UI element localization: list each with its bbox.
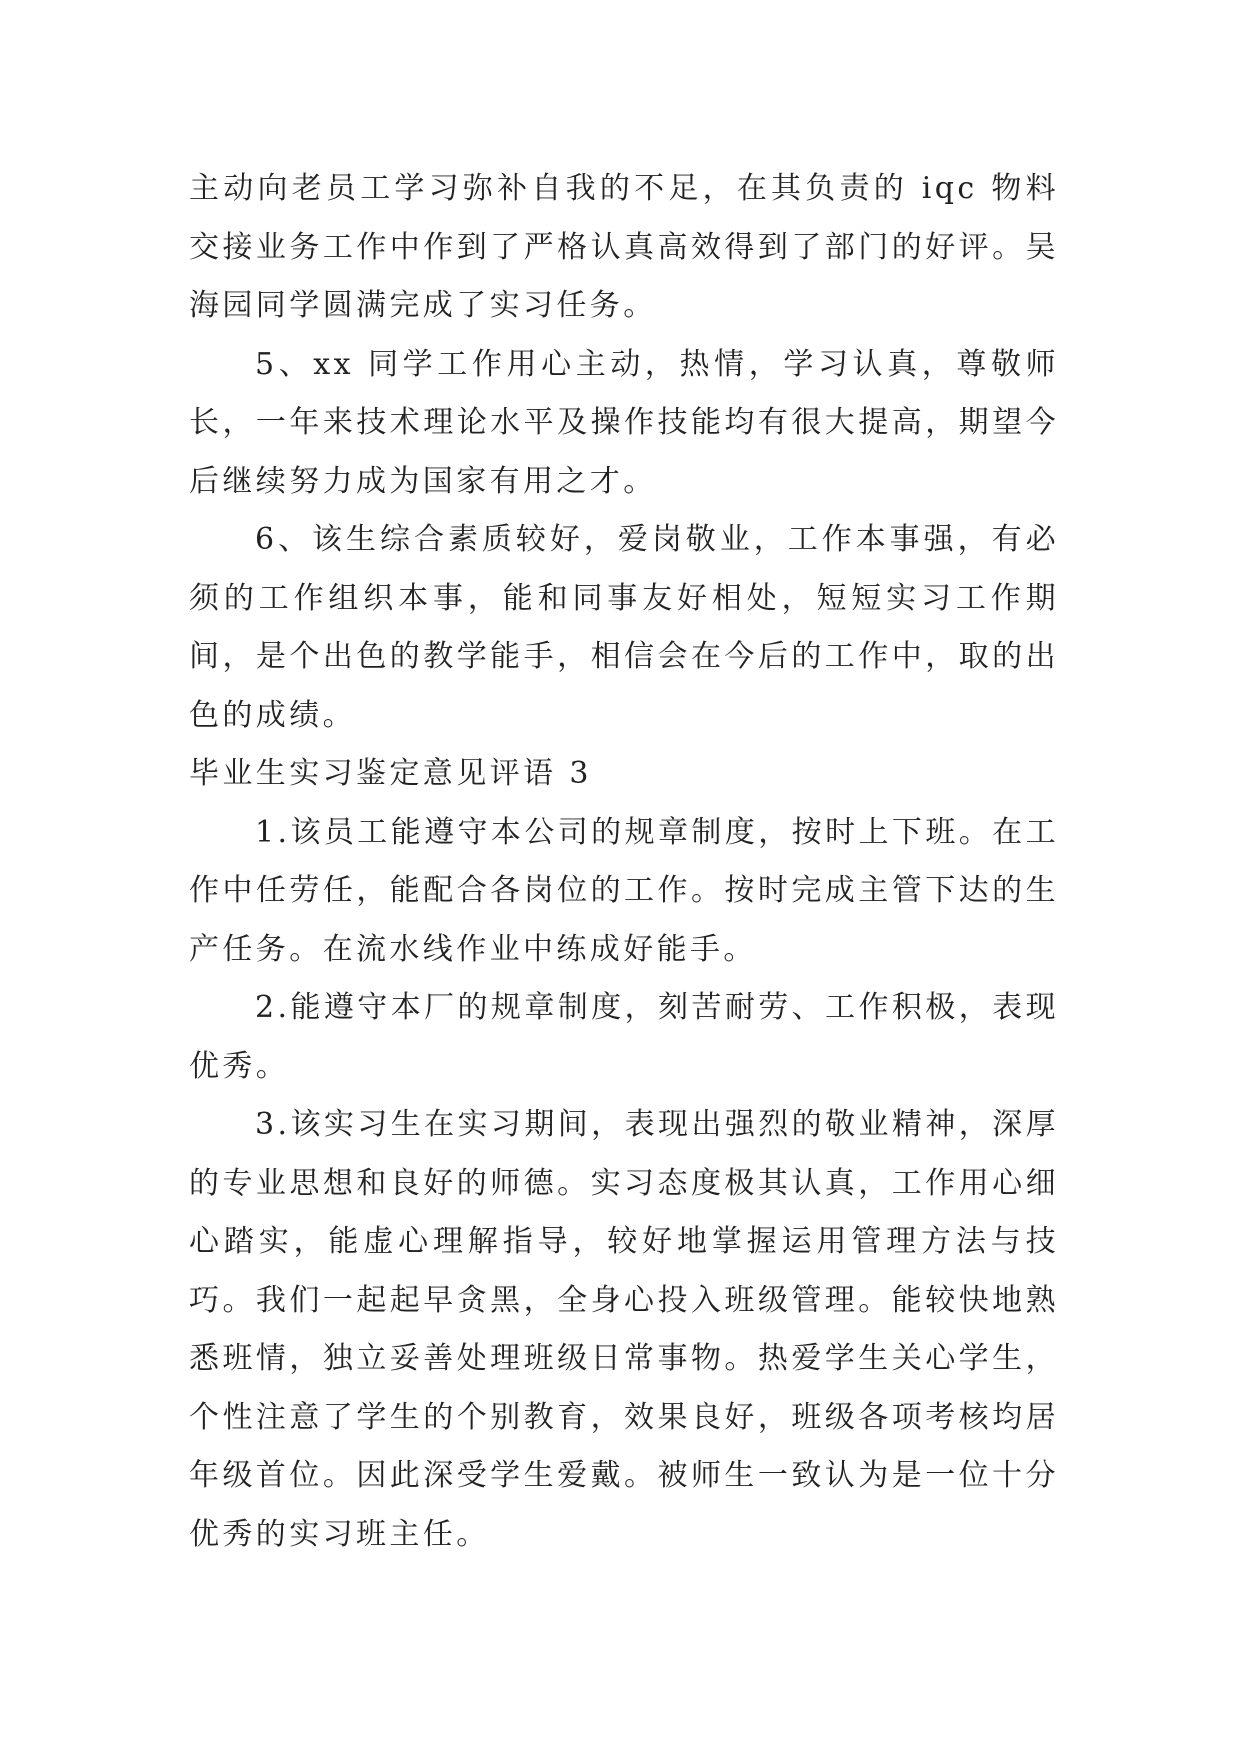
paragraph-item-6: 6、该生综合素质较好，爱岗敬业，工作本事强，有必须的工作组织本事，能和同事友好相处，短短实习工作期间，是个出色的教学能手，相信会在今后的工作中，取的出色的成绩。 xyxy=(189,522,1059,733)
paragraph-item-3: 3.该实习生在实习期间，表现出强烈的敬业精神，深厚的专业思想和良好的师德。实习态度极其认真，工作用心细心踏实，能虚心理解指导，较好地掌握运用管理方法与技巧。我们一起起早贪黑，全身心投入班级管理。能较快地熟悉班情，独立妥善处理班级日常事物。热爱学生关心学生，个性注意了学生的个别教育，效果良好，班级各项考核均居年级首位。因此深受学生爱戴。被师生一致认为是一位十分优秀的实习班主任。 xyxy=(189,1107,1059,1552)
section-heading: 毕业生实习鉴定意见评语 3 xyxy=(189,756,592,791)
paragraph-item-5: 5、xx 同学工作用心主动，热情，学习认真，尊敬师长，一年来技术理论水平及操作技能均有很大提高，期望今后继续努力成为国家有用之才。 xyxy=(189,346,1059,499)
paragraph-item-2: 2.能遵守本厂的规章制度，刻苦耐劳、工作积极，表现优秀。 xyxy=(189,990,1059,1084)
document-body xyxy=(189,160,1059,1564)
paragraph-item-1: 1.该员工能遵守本公司的规章制度，按时上下班。在工作中任劳任，能配合各岗位的工作。按时完成主管下达的生产任务。在流水线作业中练成好能手。 xyxy=(189,814,1059,967)
paragraph-continuation: 主动向老员工学习弥补自我的不足，在其负责的 iqc 物料交接业务工作中作到了严格认真高效得到了部门的好评。吴海园同学圆满完成了实习任务。 xyxy=(189,171,1059,323)
